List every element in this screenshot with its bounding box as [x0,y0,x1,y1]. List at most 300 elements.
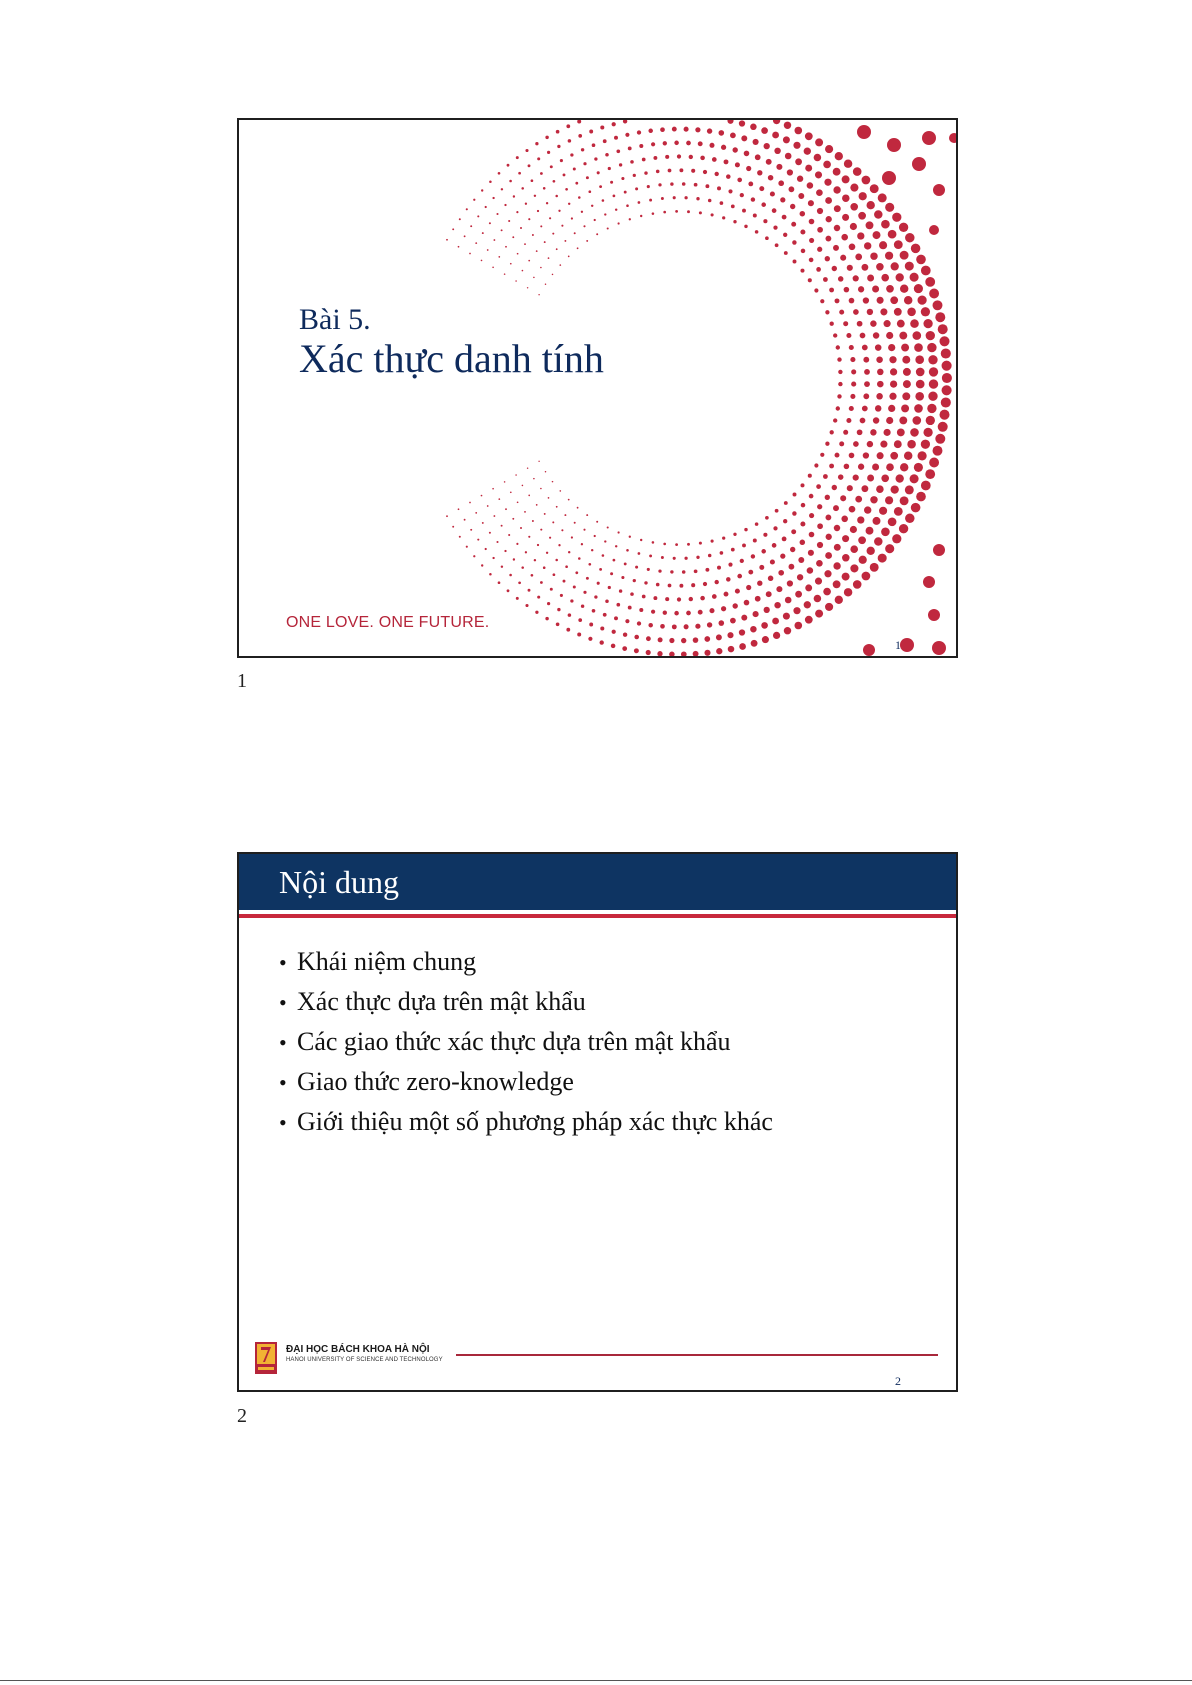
decoration-dot [825,552,832,559]
decoration-dot [594,157,597,160]
decoration-dot [694,569,698,573]
decoration-dot [830,430,834,434]
decoration-dot [876,263,884,271]
decoration-dot [518,581,521,584]
decoration-dot [473,555,475,557]
dotted-arc-decoration [239,120,956,656]
decoration-dot [663,141,667,145]
decoration-dot [791,222,796,227]
decoration-dot [837,394,841,398]
decoration-dot [586,176,589,179]
decoration-dot [817,504,822,509]
decoration-dot [524,511,526,513]
decoration-dot [730,133,736,139]
decoration-dot [481,260,483,262]
decoration-dot [876,356,883,363]
decoration-dot [682,182,686,186]
decoration-dot [505,246,507,248]
decoration-dot [594,595,597,598]
decoration-dot [638,201,641,204]
decoration-dot [808,278,812,282]
decoration-dot [783,136,790,143]
decoration-dot [552,481,554,483]
decoration-dot [509,180,512,183]
decoration-dot [805,165,812,172]
decoration-dot [594,535,596,537]
decoration-dot [674,611,679,616]
decoration-dot [528,495,530,497]
decoration-dot [568,551,570,553]
decoration-dot [928,609,940,621]
decoration-dot [926,416,935,425]
decoration-dot [823,474,828,479]
decoration-dot [798,557,804,563]
decoration-dot [513,558,515,560]
decoration-dot [814,154,822,162]
decoration-dot [549,217,551,219]
decoration-dot [890,296,898,304]
decoration-dot [581,211,583,213]
decoration-dot [857,232,864,239]
decoration-dot [833,562,840,569]
decoration-dot [900,463,908,471]
decoration-dot [608,167,611,170]
decoration-dot [791,529,796,534]
decoration-dot [624,191,627,194]
decoration-dot [684,127,689,132]
decoration-dot [886,417,893,424]
decoration-dot [726,577,731,582]
decoration-dot [793,607,800,614]
decoration-dot [651,142,655,146]
decoration-dot [568,256,570,258]
decoration-dot [615,545,617,547]
decoration-dot [851,369,856,374]
decoration-dot [858,286,864,292]
decoration-dot [862,345,868,351]
decoration-dot [800,229,805,234]
decoration-dot [861,264,868,271]
decoration-dot [833,333,837,337]
decoration-dot [537,596,540,599]
decoration-dot [740,559,744,563]
decoration-dot [521,187,524,190]
decoration-dot [540,581,543,584]
decoration-dot [633,579,636,582]
decoration-dot [889,356,896,363]
decoration-dot [634,635,639,640]
decoration-dot [673,196,676,199]
decoration-dot [621,576,624,579]
decoration-dot [817,247,822,252]
decoration-dot [596,521,598,523]
decoration-dot [910,428,919,437]
decoration-dot [647,568,650,571]
decoration-dot [657,651,662,656]
decoration-dot [525,604,528,607]
decoration-dot [559,490,561,492]
footer-university-name: ĐẠI HỌC BÁCH KHOA HÀ NỘI [286,1344,430,1355]
decoration-dot [715,172,719,176]
decoration-dot [727,120,733,124]
decoration-dot [513,195,515,197]
decoration-dot [816,189,823,196]
decoration-dot [679,584,683,588]
decoration-dot [858,536,866,544]
decoration-dot [498,581,501,584]
decoration-dot [512,236,514,238]
decoration-dot [533,277,535,279]
slide-header-bar [239,854,956,910]
decoration-dot [544,241,546,243]
decoration-dot [552,521,554,523]
decoration-dot [504,204,506,206]
decoration-dot [933,446,943,456]
decoration-dot [540,172,543,175]
decoration-dot [698,610,703,615]
decoration-dot [832,485,837,490]
decoration-dot [525,203,527,205]
decoration-dot [849,506,856,513]
decoration-dot [675,210,678,213]
decoration-dot [705,568,709,572]
decoration-dot [669,652,675,656]
bullet-icon: • [279,1070,287,1095]
decoration-dot [534,559,536,561]
decoration-dot [658,569,661,572]
decoration-dot [703,170,707,174]
decoration-dot [844,464,850,470]
decoration-dot [709,143,714,148]
decoration-dot [682,570,686,574]
decoration-dot [853,441,859,447]
decoration-dot [663,211,666,214]
decoration-dot [696,197,699,200]
decoration-dot [825,236,831,242]
decoration-dot [928,355,937,364]
decoration-dot [561,225,563,227]
decoration-dot [846,418,851,423]
decoration-dot [571,217,573,219]
decoration-dot [890,380,897,387]
decoration-dot [504,273,506,275]
decoration-dot [850,564,858,572]
decoration-dot [751,554,755,558]
decoration-dot [640,215,642,217]
decoration-dot [881,220,890,229]
decoration-dot [837,357,841,361]
decoration-dot [904,452,912,460]
decoration-dot [755,596,761,602]
decoration-dot [548,257,550,259]
decoration-dot [938,422,948,432]
decoration-dot [592,143,596,147]
decoration-dot [833,505,839,511]
decoration-dot [634,648,639,653]
decoration-dot [727,632,733,638]
decoration-dot [782,537,787,542]
decoration-dot [833,580,841,588]
decoration-dot [843,430,848,435]
decoration-dot [881,274,889,282]
decoration-dot [660,127,665,132]
decoration-dot [586,240,588,242]
decoration-dot [705,184,709,188]
decoration-dot [640,539,642,541]
decoration-dot [764,607,770,613]
decoration-dot [933,544,945,556]
decoration-dot [759,186,764,191]
decoration-dot [815,610,823,618]
decoration-dot [905,485,914,494]
decoration-dot [524,243,526,245]
decoration-dot [881,528,890,537]
decoration-dot [761,202,766,207]
decoration-dot [820,299,824,303]
decoration-dot [660,624,665,629]
decoration-dot [916,380,925,389]
decoration-dot [800,540,806,546]
decoration-dot [890,452,898,460]
decoration-dot [785,153,792,160]
decoration-dot [658,183,661,186]
decoration-dot [602,554,605,557]
decoration-dot [899,524,908,533]
decoration-dot [528,218,530,220]
decoration-dot [826,216,832,222]
decoration-dot [728,189,732,193]
decoration-dot [589,623,593,627]
decoration-dot [616,603,620,607]
decoration-dot [885,203,894,212]
decoration-dot [857,125,871,139]
decoration-dot [691,169,695,173]
decoration-dot [805,132,813,140]
decoration-dot [935,434,945,444]
decoration-dot [773,632,780,639]
decoration-dot [877,297,884,304]
decoration-dot [840,495,846,501]
decoration-dot [699,211,702,214]
decoration-dot [574,232,576,234]
decoration-dot [870,496,877,503]
decoration-dot [739,120,745,126]
decoration-dot [834,205,841,212]
decoration-dot [630,160,634,164]
decoration-dot [899,416,907,424]
decoration-dot [626,549,629,552]
decoration-dot [528,164,531,167]
decoration-dot [911,503,921,513]
decoration-dot [637,621,641,625]
decoration-dot [815,578,822,585]
decoration-dot [863,297,869,303]
decoration-dot [510,263,512,265]
list-item [279,1022,773,1062]
decoration-dot [626,204,629,207]
decoration-dot [833,245,839,251]
decoration-dot [570,153,573,156]
decoration-dot [768,175,774,181]
decoration-dot [762,636,769,643]
decoration-dot [872,464,879,471]
decoration-dot [552,233,554,235]
decoration-dot [850,394,855,399]
decoration-dot [633,174,636,177]
decoration-dot [892,534,901,543]
decoration-dot [825,514,831,520]
decoration-dot [780,197,785,202]
decoration-dot [552,274,554,276]
decoration-dot [583,529,585,531]
decoration-dot [528,260,530,262]
decoration-dot [699,542,702,545]
decoration-dot [624,562,627,565]
decoration-dot [894,308,902,316]
decoration-dot [900,284,908,292]
list-item-label: Giao thức zero-knowledge [297,1067,574,1096]
decoration-dot [597,171,600,174]
decoration-dot [761,127,768,134]
decoration-dot [843,321,848,326]
decoration-dot [783,519,787,523]
decoration-dot [464,519,466,521]
decoration-dot [886,463,894,471]
decoration-dot [498,256,500,258]
decoration-dot [800,211,806,217]
decoration-dot [880,308,887,315]
decoration-dot [588,563,591,566]
decoration-dot [528,536,530,538]
decoration-dot [855,254,862,261]
decoration-dot [742,209,746,213]
decoration-dot [825,145,833,153]
decoration-dot [921,481,931,491]
decoration-dot [873,517,881,525]
decoration-dot [670,182,673,185]
decoration-dot [573,585,576,588]
decoration-dot [618,222,620,224]
decoration-dot [665,597,669,601]
decoration-dot [814,595,822,603]
decoration-dot [548,497,550,499]
decoration-dot [805,584,812,591]
decoration-dot [850,357,855,362]
decoration-dot [614,616,618,620]
decoration-dot [830,322,834,326]
decoration-dot [522,485,524,487]
decoration-dot [639,144,643,148]
decoration-dot [878,193,887,202]
decoration-dot [789,186,795,192]
decoration-dot [613,559,616,562]
decoration-dot [789,564,795,570]
decoration-dot [850,203,858,211]
decoration-dot [809,513,814,518]
decoration-dot [695,127,700,132]
decoration-dot [778,180,784,186]
decoration-dot [832,266,837,271]
decoration-dot [733,220,736,223]
decoration-dot [648,129,653,134]
decoration-dot [842,573,850,581]
decoration-dot [677,597,681,601]
decoration-dot [470,225,472,227]
decoration-dot [795,158,802,165]
decoration-dot [867,475,874,482]
decoration-dot [564,240,566,242]
decoration-dot [814,463,818,467]
decoration-dot [508,220,510,222]
decoration-dot [897,320,905,328]
decoration-dot [608,586,611,589]
decoration-dot [872,286,879,293]
decoration-dot [879,507,887,515]
decoration-dot [807,182,814,189]
decoration-dot [588,637,592,641]
decoration-dot [815,171,822,178]
decoration-dot [809,238,814,243]
decoration-dot [629,218,631,220]
decoration-dot [489,222,491,224]
decoration-dot [751,197,755,201]
decoration-dot [578,134,582,138]
list-item [279,1062,773,1102]
decoration-dot [653,596,657,600]
decoration-dot [885,252,893,260]
decoration-dot [902,392,910,400]
decoration-dot [835,298,840,303]
decoration-dot [625,133,629,137]
decoration-dot [894,440,902,448]
decoration-dot [687,210,690,213]
decoration-dot [863,357,869,363]
decoration-dot [949,133,956,143]
decoration-dot [824,179,831,186]
decoration-dot [780,553,785,558]
decoration-dot [755,230,759,234]
decoration-dot [798,193,804,199]
decoration-dot [899,332,907,340]
decoration-dot [835,596,843,604]
decoration-dot [857,516,864,523]
decoration-dot [611,644,616,649]
decoration-dot [602,199,605,202]
decoration-dot [862,572,871,581]
decoration-dot [535,142,538,145]
decoration-dot [561,529,563,531]
decoration-dot [527,287,528,288]
decoration-dot [545,617,548,620]
decoration-dot [492,267,494,269]
decoration-dot [581,604,584,607]
decoration-dot [834,544,841,551]
decoration-dot [740,193,744,197]
decoration-dot [891,262,899,270]
decoration-dot [800,269,804,273]
decoration-dot [583,591,586,594]
decoration-dot [573,167,576,170]
decoration-dot [578,196,581,199]
decoration-dot [446,239,448,241]
decoration-dot [844,287,850,293]
decoration-dot [809,258,814,263]
decoration-dot [849,406,854,411]
decoration-dot [797,574,803,580]
decoration-dot [884,320,891,327]
decoration-dot [583,162,586,165]
decoration-dot [737,178,742,183]
